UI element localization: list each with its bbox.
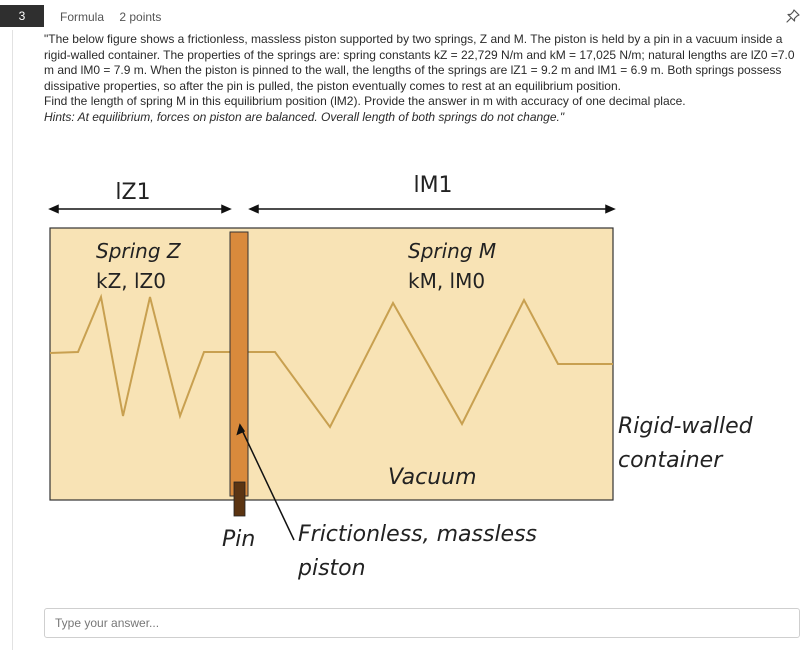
- spring-m-name: Spring M: [408, 239, 497, 263]
- piston: [230, 232, 248, 496]
- question-number-badge: 3: [0, 5, 44, 27]
- vacuum-label: Vacuum: [388, 465, 477, 490]
- spring-m-props: kM, lM0: [408, 269, 486, 293]
- container-label-line1: Rigid-walled: [618, 414, 753, 439]
- question-meta: [60, 10, 173, 24]
- label-lz1: lZ1: [115, 180, 151, 205]
- question-text: [44, 32, 796, 125]
- question-hint: Hints: At equilibrium, forces on piston are balanced. Overall length of both springs do not change.": [44, 109, 565, 124]
- question-body: "The below figure shows a frictionless, massless piston supported by two springs, Z and M. The piston is held by a pin in a vacuum inside a rigid-walled container. The properties of the springs are: spring constants kZ = 22,729 N/m and kM = 17,025 N/m; natural lengths are lZ0 =7.0 m and lM0 = 7.9 m. When the piston is pinned to the wall, the lengths of the springs are lZ1 = 9.2 m and lM1 = 6.9 m. Both springs possess dissipative properties, so after the pin is pulled, the piston eventually comes to rest at an equilibrium position.: [44, 32, 795, 93]
- question-type: Formula: [60, 10, 105, 24]
- question-points: 2 points: [119, 10, 162, 24]
- pushpin-icon[interactable]: [785, 8, 801, 24]
- piston-label-line1: Frictionless, massless: [298, 522, 538, 547]
- spring-z-props: kZ, lZ0: [96, 269, 166, 293]
- piston-figure: [0, 160, 811, 590]
- question-task: Find the length of spring M in this equilibrium position (lM2). Provide the answer in m with accuracy of one decimal place.: [44, 94, 686, 108]
- answer-input[interactable]: [44, 608, 800, 638]
- pin: [234, 482, 245, 516]
- piston-label-line2: piston: [298, 556, 366, 581]
- spring-z-name: Spring Z: [96, 239, 181, 263]
- container-label-line2: container: [618, 448, 723, 473]
- label-lm1: lM1: [413, 173, 453, 198]
- dimension-arrows: [50, 206, 614, 213]
- pin-label: Pin: [222, 527, 256, 552]
